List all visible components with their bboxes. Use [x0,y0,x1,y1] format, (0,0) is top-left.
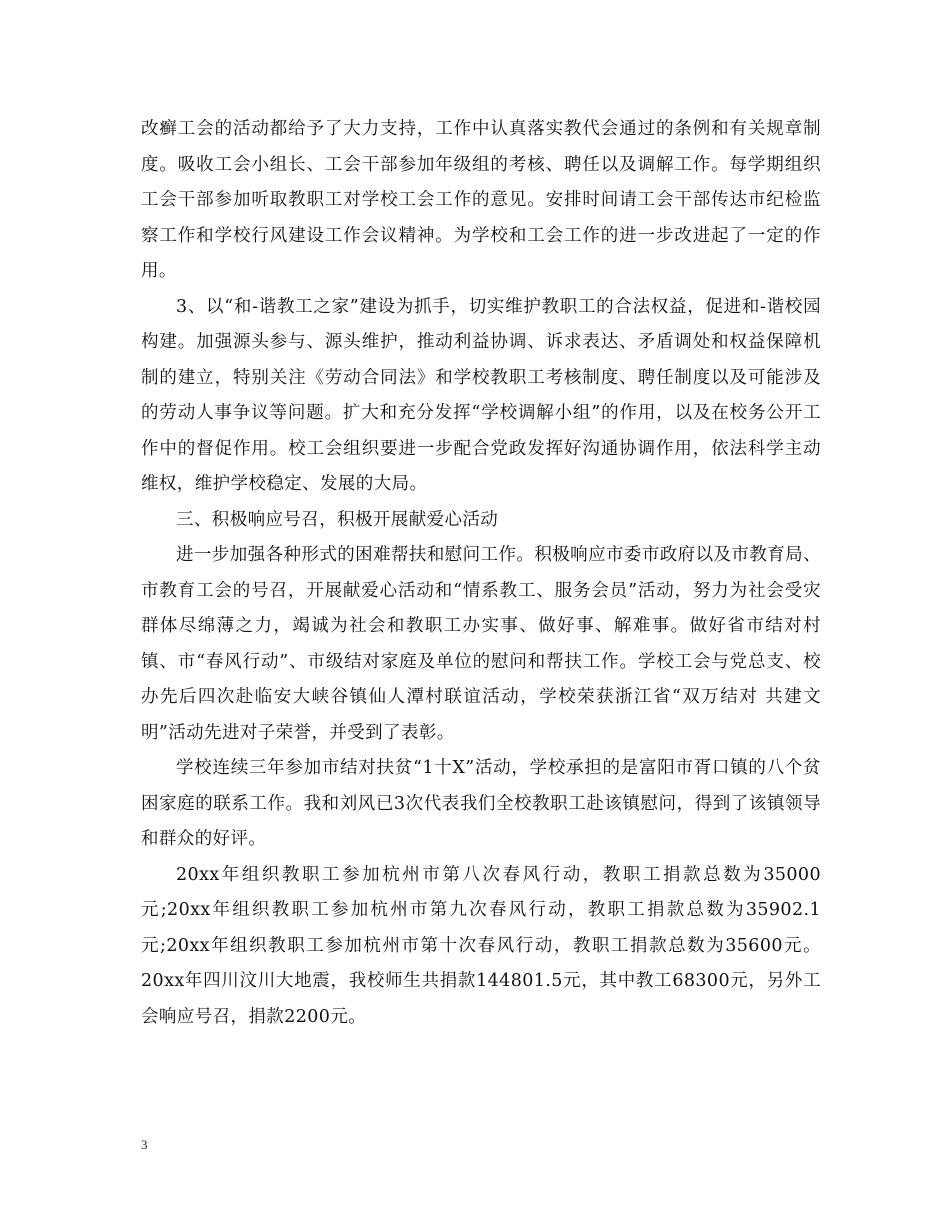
paragraph-continuation: 改癣工会的活动都给予了大力支持，工作中认真落实教代会通过的条例和有关规章制度。吸收工会小组长、工会干部参加年级组的考核、聘任以及调解工作。每学期组织工会干部参加听取教职工对学校工会工作的意见。安排时间请工会干部传达市纪检监察工作和学校行风建设工作会议精神。为学校和工会工作的进一步改进起了一定的作用。 [141,119,821,281]
section-heading: 三、积极响应号召，积极开展献爱心活动 [176,509,499,530]
paragraph-item-3: 3、以“和-谐教工之家”建设为抓手，切实维护教职工的合法权益，促进和-谐校园构建。加强源头参与、源头维护，推动利益协调、诉求表达、矛盾调处和权益保障机制的建立，特别关注《劳动合同法》和学校教职工考核制度、聘任制度以及可能涉及的劳动人事争议等问题。扩大和充分发挥“学校调解小组”的作用，以及在校务公开工作中的督促作用。校工会组织要进一步配合党政发挥好沟通协调作用，依法科学主动维权，维护学校稳定、发展的大局。 [141,296,821,494]
document-body [141,112,821,1035]
paragraph-charity-work: 进一步加强各种形式的困难帮扶和慰问工作。积极响应市委市政府以及市教育局、市教育工会的号召，开展献爱心活动和“情系教工、服务会员”活动，努力为社会受灾群体尽绵薄之力，竭诚为社会和教职工办实事、做好事、解难事。做好省市结对村镇、市“春风行动”、市级结对家庭及单位的慰问和帮扶工作。学校工会与党总支、校办先后四次赴临安大峡谷镇仙人潭村联谊活动，学校荣获浙江省“双万结对 共建文明”活动先进对子荣誉，并受到了表彰。 [141,545,821,743]
paragraph-poverty-relief: 学校连续三年参加市结对扶贫“1十X”活动，学校承担的是富阳市胥口镇的八个贫困家庭的联系工作。我和刘风已3次代表我们全校教职工赴该镇慰问，得到了该镇领导和群众的好评。 [141,758,821,849]
paragraph-donations: 20xx年组织教职工参加杭州市第八次春风行动，教职工捐款总数为35000元;20xx年组织教职工参加杭州市第九次春风行动，教职工捐款总数为35902.1元;20xx年组织教职工参加杭州市第十次春风行动，教职工捐款总数为35600元。20xx年四川汶川大地震，我校师生共捐款144801.5元，其中教工68300元，另外工会响应号召，捐款2200元。 [141,864,821,1027]
page-number: 3 [141,1137,148,1152]
